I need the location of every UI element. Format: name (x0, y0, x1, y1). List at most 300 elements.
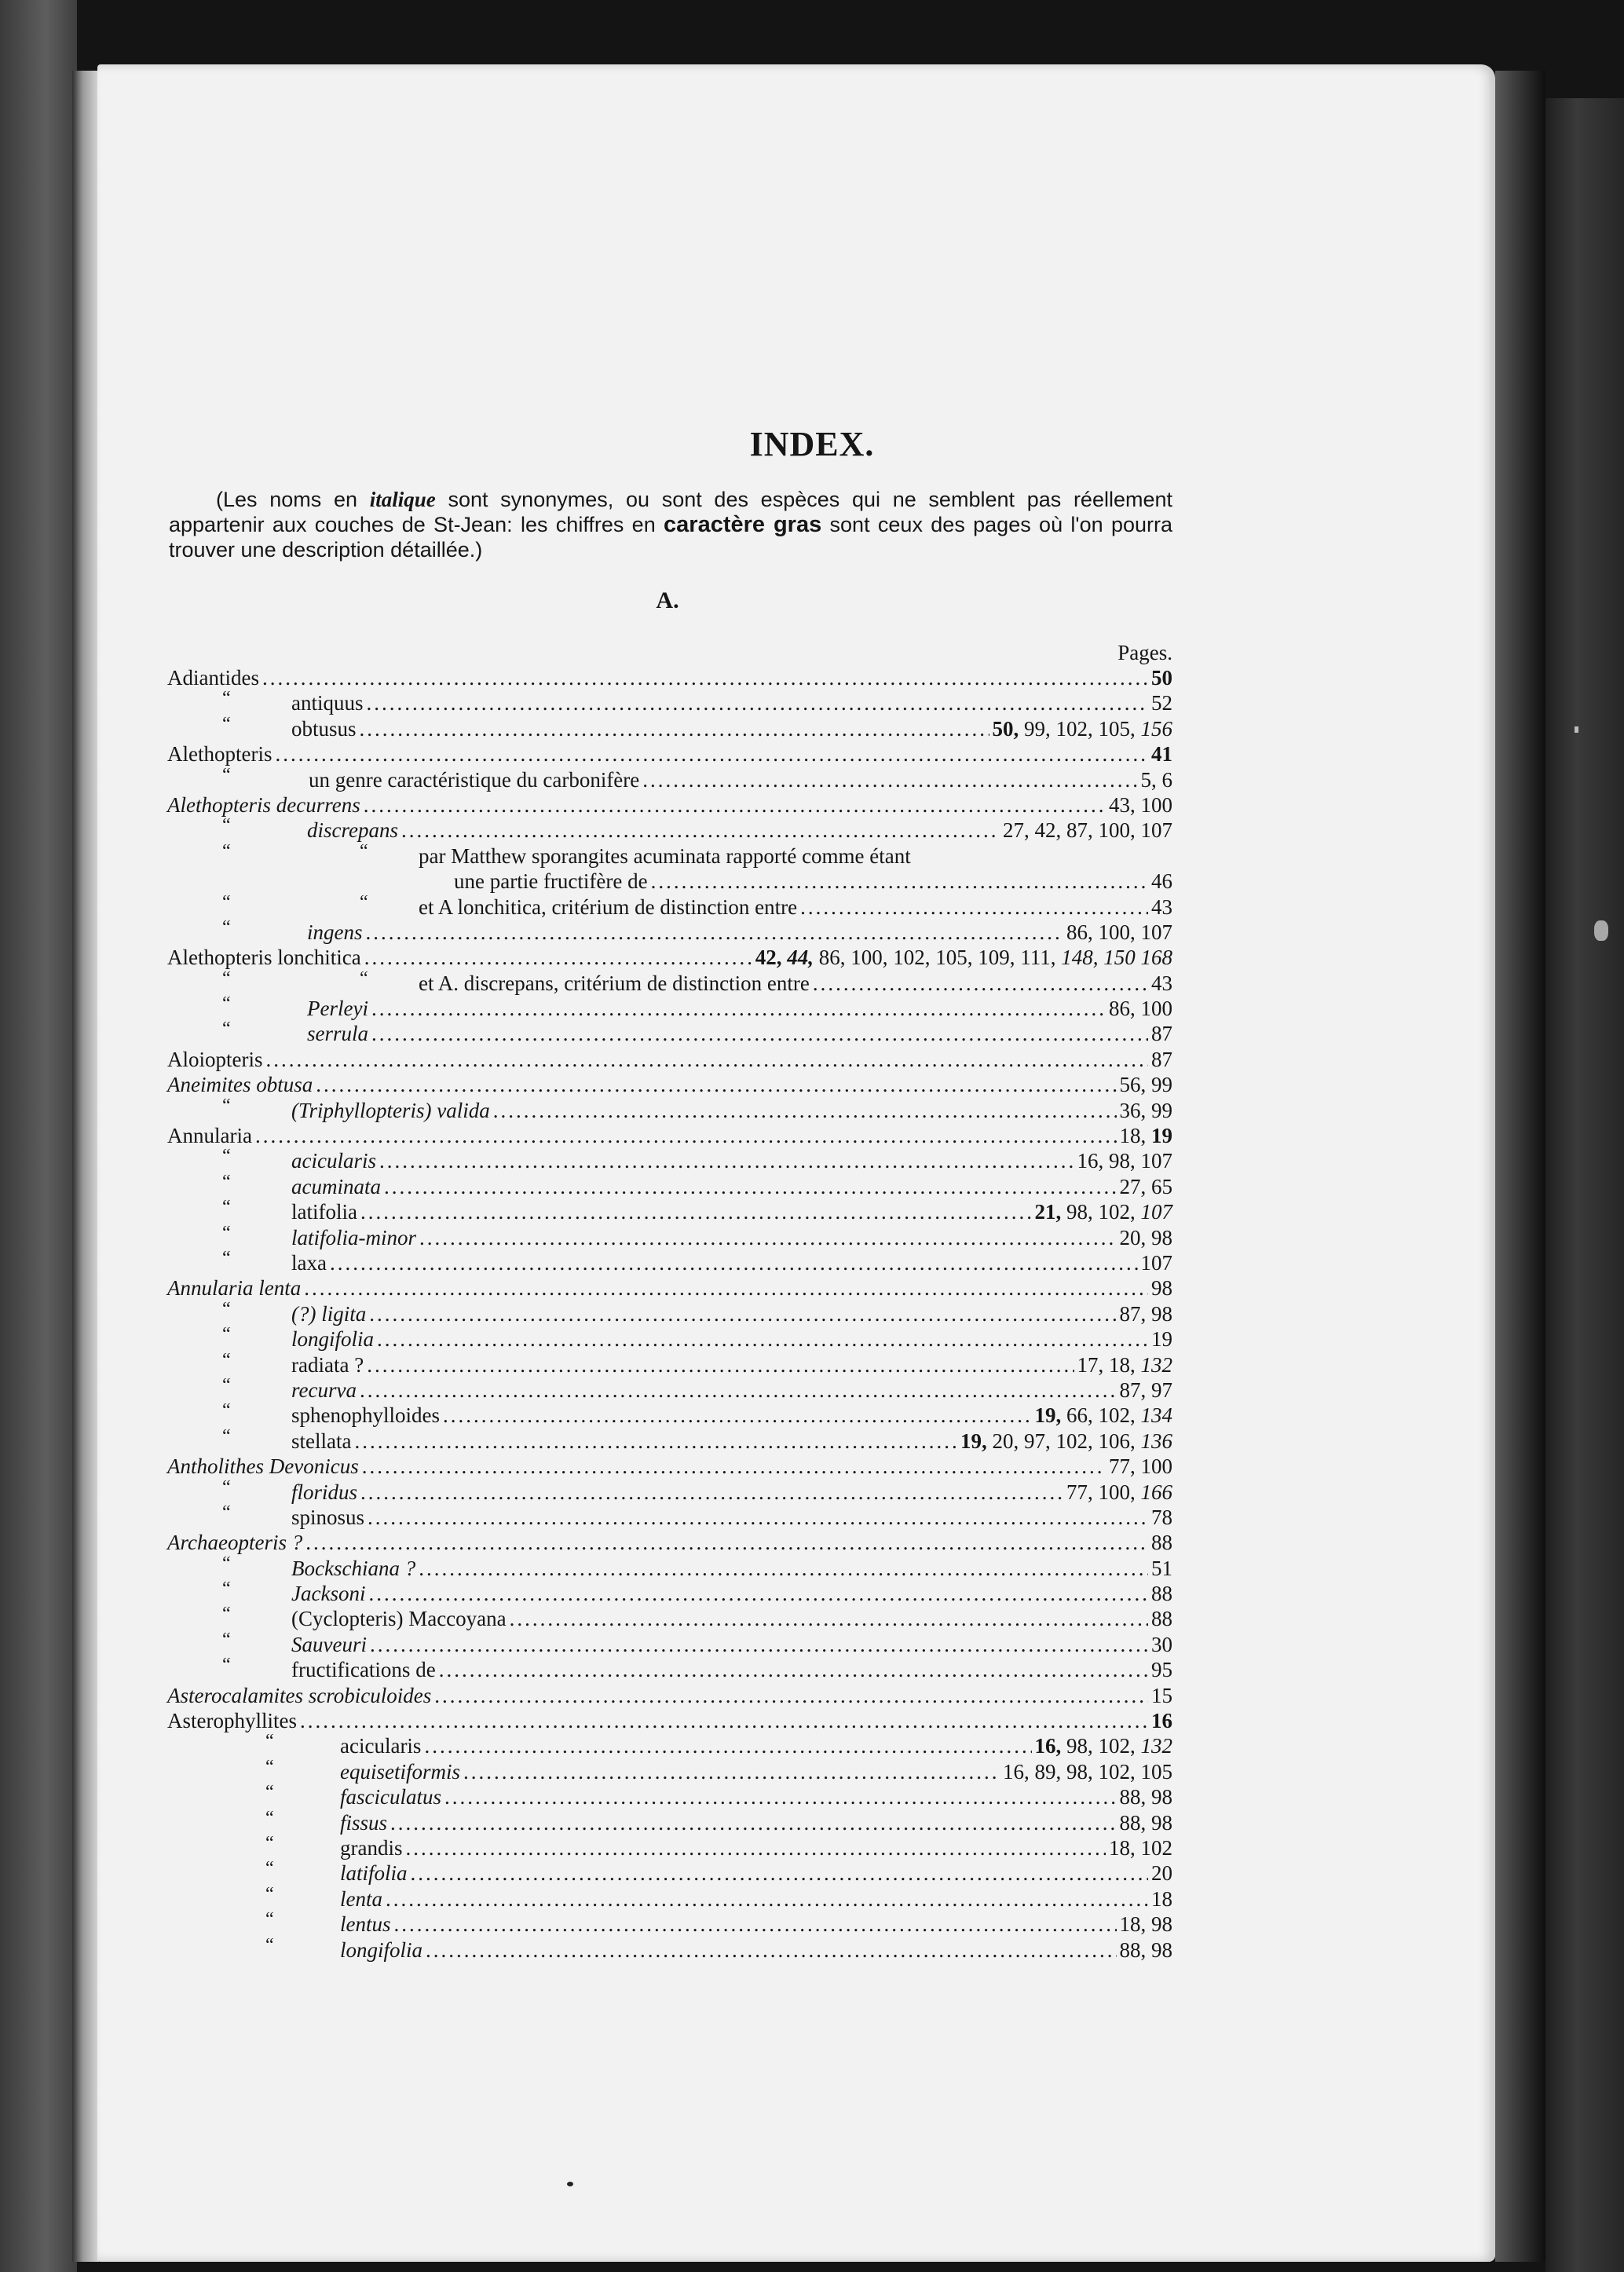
print-dot (567, 2182, 573, 2186)
page-number: 44, (787, 946, 819, 970)
page-refs (1035, 1733, 1173, 1758)
page-refs (1151, 690, 1172, 715)
page-number: 16, (1034, 1734, 1062, 1758)
entry-name: stellata (291, 1429, 352, 1453)
index-entry (167, 1298, 1172, 1326)
page-number: 99, 102, 105, (1019, 716, 1141, 741)
dot-leader (316, 1072, 1116, 1097)
page-refs (1151, 1657, 1172, 1682)
page-refs (1077, 1148, 1173, 1173)
page-refs (1151, 971, 1172, 996)
index-entry (167, 840, 1172, 869)
ditto-mark: “ (222, 1197, 231, 1218)
dot-leader (813, 971, 1148, 996)
index-entry (167, 1683, 1172, 1708)
page-refs (1120, 1123, 1173, 1148)
page-number: 27, 42, 87, 100, 107 (1003, 818, 1172, 843)
entry-name: (Triphyllopteris) valida (291, 1098, 490, 1122)
index-entry (167, 1021, 1172, 1046)
dot-leader (367, 1352, 1074, 1377)
dot-leader (443, 1403, 1032, 1428)
ditto-mark: “ (222, 764, 231, 785)
dot-leader (367, 690, 1149, 715)
index-entry (167, 891, 1172, 920)
ditto-mark: “ (222, 1019, 231, 1040)
ditto-mark: “ (222, 1579, 231, 1600)
dot-leader (266, 1047, 1149, 1072)
page-number: 18, 102 (1109, 1835, 1172, 1860)
dot-leader (401, 818, 1000, 843)
index-entry (167, 1072, 1172, 1097)
dot-leader (377, 1326, 1148, 1352)
page-refs (1066, 1480, 1172, 1505)
entry-name: Archaeopteris ? (167, 1531, 303, 1555)
page-number: 98, 102, (1061, 1200, 1141, 1224)
index-entry (167, 1657, 1172, 1682)
entry-name: longifolia (340, 1937, 423, 1962)
ditto-mark: “ (222, 993, 231, 1015)
entry-name: latifolia (291, 1200, 357, 1224)
dot-leader (390, 1810, 1116, 1835)
page-number: 88, 98 (1119, 1785, 1172, 1809)
page-refs (1151, 1275, 1172, 1301)
page-refs (1120, 1810, 1173, 1835)
page-number: 86, 100 (1109, 997, 1172, 1021)
ditto-mark: “ (265, 1832, 274, 1853)
dot-leader (510, 1606, 1148, 1631)
page-number: 36, 99 (1119, 1098, 1172, 1122)
entry-name: fissus (340, 1810, 388, 1835)
page-number: 16, 98, 107 (1077, 1149, 1172, 1173)
entry-name: une partie fructifère de (454, 869, 648, 894)
page-number: 52 (1151, 691, 1172, 715)
entry-name: equisetiformis (340, 1759, 460, 1784)
ditto-mark: “ (265, 1731, 274, 1752)
page-number: 20, 98 (1119, 1225, 1172, 1249)
page-refs (1109, 1454, 1172, 1479)
dot-leader (434, 1683, 1148, 1708)
page-number: 107 (1140, 1250, 1172, 1275)
index-entry (167, 741, 1172, 766)
page-number: 43 (1151, 895, 1172, 919)
dot-leader (463, 1759, 1000, 1784)
ditto-mark: “ (265, 1858, 274, 1879)
dot-leader (360, 1480, 1063, 1505)
entry-name: acicularis (291, 1149, 376, 1173)
page-refs (1066, 920, 1172, 945)
page-number: 50, (992, 716, 1019, 741)
ditto-mark: “ (222, 1324, 231, 1345)
page-refs (1151, 1530, 1172, 1555)
ditto-mark: “ (222, 1374, 231, 1396)
page-number: 95 (1151, 1658, 1172, 1682)
page-refs (1120, 1301, 1173, 1326)
index-entry (167, 1123, 1172, 1148)
page-refs (960, 1429, 1172, 1454)
entry-name: Alethopteris decurrens (167, 792, 360, 817)
index-entry (167, 1476, 1172, 1505)
index-entry (167, 1502, 1172, 1530)
dot-leader (366, 920, 1064, 945)
ditto-mark: “ (222, 1425, 231, 1447)
background-left (0, 0, 77, 2272)
ditto-mark: “ (360, 968, 368, 989)
ditto-mark: “ (265, 1934, 274, 1956)
ditto-mark: “ (360, 891, 368, 913)
page-refs (1035, 1403, 1173, 1428)
index-entry (167, 1222, 1172, 1250)
page-refs (1141, 767, 1173, 792)
page-refs (1151, 1581, 1172, 1606)
entry-name: recurva (291, 1377, 357, 1402)
index-entry (167, 916, 1172, 945)
ditto-mark: “ (222, 1222, 231, 1243)
page-refs (1151, 1860, 1172, 1886)
index-entry (167, 1374, 1172, 1403)
page-number: 20 (1151, 1861, 1172, 1886)
ditto-mark: “ (222, 1553, 231, 1574)
ditto-mark: “ (222, 891, 231, 913)
scan-fleck (1575, 726, 1578, 733)
page-refs (1151, 895, 1172, 920)
ditto-mark: “ (222, 1298, 231, 1319)
dot-leader (419, 1225, 1116, 1250)
index-entry (167, 1530, 1172, 1555)
index-entry (167, 713, 1172, 741)
entry-name: lentus (340, 1912, 391, 1937)
index-entry (167, 764, 1172, 792)
index-entry (167, 1326, 1172, 1352)
page-number: 46 (1151, 869, 1172, 894)
page-number: 132 (1140, 1734, 1172, 1758)
page-refs (1151, 741, 1172, 766)
entry-name: Annularia lenta (167, 1276, 302, 1301)
entry-name: Antholithes Devonicus (167, 1454, 359, 1479)
page-number: 88 (1151, 1531, 1172, 1555)
index-entry (167, 945, 1172, 970)
page-refs (1151, 1021, 1172, 1046)
ditto-mark: “ (222, 688, 231, 709)
dot-leader (369, 1301, 1116, 1326)
page-number: 156 (1140, 716, 1172, 741)
entry-name: et A lonchitica, critérium de distinction entre (419, 895, 798, 919)
page-number: 20, 97, 102, 106, (986, 1429, 1141, 1453)
entry-name: Jacksoni (291, 1582, 366, 1606)
index-entry (167, 993, 1172, 1021)
entry-name: Bockschiana ? (291, 1556, 416, 1580)
ditto-mark: “ (265, 1883, 274, 1904)
section-letter: A. (656, 587, 679, 613)
index-entry (167, 1199, 1172, 1224)
page-number: 43, 100 (1109, 792, 1172, 817)
entry-name: lenta (340, 1886, 382, 1911)
ditto-mark: “ (265, 1782, 274, 1803)
page-number: 88, 98 (1119, 1937, 1172, 1962)
ditto-mark: “ (222, 1655, 231, 1676)
page-number: 18, 98 (1119, 1912, 1172, 1937)
index-entry (167, 1247, 1172, 1275)
page-number: 41 (1151, 742, 1172, 766)
entry-name: Asterocalamites scrobiculoides (167, 1683, 432, 1707)
page-title: INDEX. (749, 425, 875, 463)
entry-name: fructifications de (291, 1658, 436, 1682)
page-refs (1109, 1835, 1172, 1860)
page-refs (1151, 1683, 1172, 1708)
dot-leader (651, 869, 1148, 894)
page-number: 78 (1151, 1505, 1172, 1529)
index-entry (167, 665, 1172, 690)
page-number: 77, 100, (1066, 1480, 1141, 1504)
page-number: 98, 102, (1061, 1734, 1141, 1758)
index-entry (167, 1733, 1172, 1758)
ditto-mark: “ (222, 1476, 231, 1498)
page-number: 87, 98 (1119, 1301, 1172, 1326)
page-refs (1109, 792, 1172, 818)
page-number: 21, (1034, 1200, 1062, 1224)
page-number: 87 (1151, 1047, 1172, 1071)
page-number: 107 (1140, 1200, 1172, 1224)
page-refs (1151, 1886, 1172, 1912)
dot-leader (304, 1275, 1148, 1301)
entry-name: acicularis (340, 1734, 422, 1758)
index-entry (167, 1756, 1172, 1784)
ditto-mark: “ (222, 1629, 231, 1650)
page-number: 86, 100, 102, 105, 109, 111, (818, 946, 1062, 970)
dot-leader (305, 1530, 1148, 1555)
pages-column-header: Pages. (1117, 641, 1172, 664)
entry-name: Annularia (167, 1124, 252, 1148)
entry-name: radiata ? (291, 1352, 364, 1377)
entry-name: ingens (307, 920, 363, 944)
page-number: 18 (1151, 1886, 1172, 1911)
index-entry (167, 792, 1172, 818)
dot-leader (330, 1250, 1138, 1275)
page-number: 18, (1119, 1124, 1151, 1148)
page-refs (1151, 1556, 1172, 1581)
dot-leader (362, 1454, 1106, 1479)
page-refs (1077, 1352, 1173, 1377)
entry-name: Alethopteris lonchitica (167, 946, 361, 970)
dot-leader (275, 741, 1148, 766)
page-number: 56, 99 (1119, 1073, 1172, 1097)
intro-text-3: sont ceux des pages où l'on pourra trouver une description détaillée.) (169, 513, 1172, 562)
dot-leader (364, 792, 1106, 818)
entry-name: par Matthew sporangites acuminata rapporté comme étant (419, 843, 911, 868)
ditto-mark: “ (222, 1400, 231, 1421)
dot-leader (368, 1505, 1148, 1530)
index-entry (167, 869, 1172, 894)
dot-leader (354, 1429, 957, 1454)
index-entry (167, 1606, 1172, 1631)
page-number: 27, 65 (1119, 1174, 1172, 1198)
index-entries (167, 640, 1172, 1963)
entry-name: latifolia (340, 1861, 408, 1886)
index-entry (167, 1934, 1172, 1963)
index-entry (167, 1708, 1172, 1733)
page-number: 87, 97 (1119, 1377, 1172, 1402)
entry-name: Adiantides (167, 666, 259, 690)
page-number: 50 (1151, 666, 1172, 690)
index-entry (167, 1581, 1172, 1606)
index-entry (167, 815, 1172, 843)
ditto-mark: “ (222, 815, 231, 836)
dot-leader (411, 1860, 1148, 1886)
page-number: 19 (1151, 1327, 1172, 1352)
index-entry (167, 1275, 1172, 1301)
entry-name: (?) ligita (291, 1301, 367, 1326)
dot-leader (394, 1912, 1117, 1937)
page-number: 148, 150 168 (1061, 946, 1172, 970)
page-refs (1120, 1784, 1173, 1809)
intro-text-2: sont synonymes, ou sont des espèces qui ne semblent pas réellement appartenir aux couches de St-Jean: les chiffres en (169, 488, 1172, 536)
page-shadow (1495, 71, 1545, 2262)
intro-note (169, 487, 1172, 562)
page-number: 98 (1151, 1276, 1172, 1301)
index-entry (167, 1860, 1172, 1886)
dot-leader (255, 1123, 1117, 1148)
entry-name: sphenophylloides (291, 1403, 440, 1428)
ditto-mark: “ (265, 1807, 274, 1828)
dot-leader (368, 1581, 1148, 1606)
page-refs (1109, 996, 1172, 1021)
dot-leader (493, 1098, 1117, 1123)
ditto-mark: “ (222, 1502, 231, 1523)
entry-name: discrepans (307, 818, 398, 843)
page-number: 66, 102, (1061, 1403, 1141, 1428)
dot-leader (800, 895, 1148, 920)
page-refs (1120, 1225, 1173, 1250)
entry-name: Perleyi (307, 997, 368, 1021)
dot-leader (444, 1784, 1117, 1809)
dot-leader (360, 1377, 1117, 1403)
dot-leader (371, 996, 1106, 1021)
ditto-mark: “ (222, 1604, 231, 1625)
scan-smudge (1594, 920, 1608, 941)
page-number: 88 (1151, 1582, 1172, 1606)
dot-leader (419, 1556, 1148, 1581)
page-refs (1120, 1912, 1173, 1937)
entry-name: serrula (307, 1022, 369, 1046)
page-number: 42, (755, 946, 788, 970)
page-number: 43 (1151, 971, 1172, 995)
page-refs (1120, 1937, 1173, 1963)
intro-italic-word: italique (369, 488, 436, 511)
entry-name: laxa (291, 1250, 327, 1275)
page-number: 136 (1140, 1429, 1172, 1453)
ditto-mark: “ (222, 1171, 231, 1192)
index-entry (167, 1832, 1172, 1860)
dot-leader (424, 1733, 1031, 1758)
index-entry (167, 1807, 1172, 1835)
page-number: 88 (1151, 1607, 1172, 1631)
page-refs (1141, 1250, 1173, 1275)
index-entry (167, 1095, 1172, 1123)
entry-name: floridus (291, 1480, 358, 1504)
entry-name: un genre caractéristique du carbonifère (309, 767, 640, 792)
page-refs (1151, 1047, 1172, 1072)
page-refs (1151, 665, 1172, 690)
index-entry (167, 690, 1172, 715)
page-number: 132 (1140, 1352, 1172, 1377)
ditto-mark: “ (265, 1756, 274, 1777)
dot-leader (642, 767, 1137, 792)
dot-leader (426, 1937, 1116, 1963)
page-refs (1120, 1174, 1173, 1199)
page-refs (1151, 1505, 1172, 1530)
dot-leader (384, 1174, 1117, 1199)
page-number: 17, 18, (1077, 1352, 1141, 1377)
page-number: 19, (1034, 1403, 1062, 1428)
entry-name: Alethopteris (167, 742, 272, 766)
page-refs (1120, 1072, 1173, 1097)
page-edge (72, 71, 99, 2262)
index-list (167, 665, 1172, 1963)
index-entry (167, 1629, 1172, 1657)
page-number: 15 (1151, 1683, 1172, 1707)
index-entry (167, 968, 1172, 996)
index-entry (167, 1171, 1172, 1199)
index-entry (167, 1349, 1172, 1377)
index-entry (167, 1047, 1172, 1072)
dot-leader (364, 945, 752, 970)
entry-name: acuminata (291, 1174, 381, 1198)
entry-name: Aneimites obtusa (167, 1073, 313, 1097)
page-refs (1120, 1098, 1173, 1123)
page-refs (1151, 869, 1172, 894)
dot-leader (370, 1632, 1148, 1657)
index-entry (167, 1454, 1172, 1479)
entry-name: et A. discrepans, critérium de distinction entre (419, 971, 810, 995)
entry-name: fasciculatus (340, 1785, 441, 1809)
page-number: 86, 100, 107 (1066, 920, 1172, 944)
index-entry (167, 1784, 1172, 1809)
ditto-mark: “ (222, 840, 231, 862)
ditto-mark: “ (222, 713, 231, 734)
entry-name: (Cyclopteris) Maccoyana (291, 1607, 507, 1631)
ditto-mark: “ (265, 1909, 274, 1930)
page-refs (755, 945, 1172, 970)
page-refs (1151, 1326, 1172, 1352)
page-number: 16 (1151, 1709, 1172, 1733)
index-entry (167, 1909, 1172, 1937)
ditto-mark: “ (222, 1146, 231, 1167)
entry-name: grandis (340, 1835, 403, 1860)
page-refs (1003, 1759, 1172, 1784)
page-number: 87 (1151, 1022, 1172, 1046)
entry-name: longifolia (291, 1327, 375, 1352)
index-entry (167, 1148, 1172, 1173)
page-number: 19, (960, 1429, 987, 1453)
page-refs (1151, 1708, 1172, 1733)
page-refs (1003, 818, 1172, 843)
entry-name: spinosus (291, 1505, 365, 1529)
page-number: 51 (1151, 1556, 1172, 1580)
page-refs (993, 716, 1173, 741)
page-number: 134 (1140, 1403, 1172, 1428)
page-refs (1035, 1199, 1173, 1224)
page-refs (1151, 1606, 1172, 1631)
dot-leader (360, 1199, 1032, 1224)
ditto-mark: “ (222, 916, 231, 938)
page-number: 5, 6 (1140, 767, 1172, 792)
ditto-mark: “ (360, 840, 368, 862)
ditto-mark: “ (222, 1095, 231, 1116)
entry-name: obtusus (291, 716, 357, 741)
page-number: 166 (1140, 1480, 1172, 1504)
page-number: 19 (1151, 1124, 1172, 1148)
entry-name: Aloiopteris (167, 1047, 263, 1071)
ditto-mark: “ (222, 1247, 231, 1268)
